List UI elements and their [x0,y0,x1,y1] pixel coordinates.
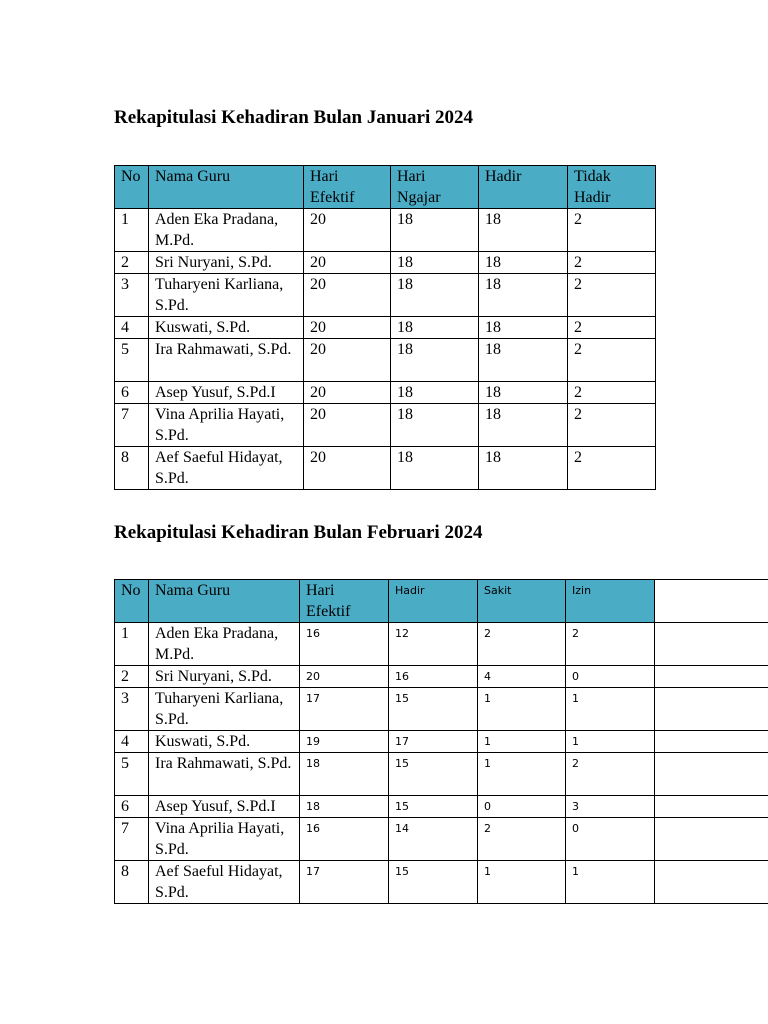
table-cell: Sri Nuryani, S.Pd. [149,252,304,274]
table-cell: 20 [304,317,391,339]
table-row [115,252,656,274]
header-cell: Hadir [479,166,568,209]
table-cell: 4 [478,666,566,688]
table-cell: 1 [478,753,566,796]
table-cell: 20 [304,447,391,490]
table-row [115,382,656,404]
table-cell: 8 [115,861,149,904]
table-row [115,861,768,904]
table-cell: Kuswati, S.Pd. [149,317,304,339]
table-cell: Aef Saeful Hidayat, S.Pd. [149,861,300,904]
header-cell: Tidak Hadir [568,166,656,209]
table-row [115,688,768,731]
table-cell: Tuharyeni Karliana, S.Pd. [149,274,304,317]
february-table-title: Rekapitulasi Kehadiran Bulan Februari 2024 [114,522,483,543]
table-cell: 2 [566,623,655,666]
table-cell: 18 [479,447,568,490]
table-cell: Asep Yusuf, S.Pd.I [149,382,304,404]
table-cell: Ira Rahmawati, S.Pd. [149,753,300,796]
header-cell: Hari Ngajar [391,166,479,209]
table-cell: Aden Eka Pradana, M.Pd. [149,623,300,666]
header-cell: No [115,580,149,623]
table-cell: 2 [478,623,566,666]
header-cell: Hari Efektif [300,580,389,623]
header-cell: Hari Efektif [304,166,391,209]
february-attendance-table [114,579,768,904]
header-cell-empty [655,580,768,623]
table-cell: 2 [568,404,656,447]
table-row [115,731,768,753]
header-cell: Nama Guru [149,580,300,623]
table-cell: 2 [568,317,656,339]
table-cell-empty [655,623,768,666]
table-cell: Aden Eka Pradana, M.Pd. [149,209,304,252]
table-cell: 1 [566,861,655,904]
table-row [115,404,656,447]
table-cell: 16 [389,666,478,688]
table-cell: 20 [300,666,389,688]
header-cell: Sakit [478,580,566,623]
table-cell: Vina Aprilia Hayati, S.Pd. [149,818,300,861]
table-cell: 0 [566,818,655,861]
table-cell: 1 [566,731,655,753]
table-cell: 16 [300,623,389,666]
table-cell: 4 [115,731,149,753]
table-cell: 2 [566,753,655,796]
table-cell: 1 [566,688,655,731]
table-row [115,317,656,339]
table-cell: 18 [391,274,479,317]
table-cell: Sri Nuryani, S.Pd. [149,666,300,688]
table-cell: 1 [478,731,566,753]
header-cell: Hadir [389,580,478,623]
header-cell: No [115,166,149,209]
table-cell: 6 [115,796,149,818]
table-cell: 18 [479,339,568,382]
table-cell: 18 [391,209,479,252]
table-cell: 3 [566,796,655,818]
table-cell: 17 [389,731,478,753]
table-cell: 14 [389,818,478,861]
january-attendance-table [114,165,656,490]
table-row [115,209,656,252]
table-cell: 4 [115,317,149,339]
table-cell: 2 [478,818,566,861]
table-row [115,796,768,818]
table-cell: Ira Rahmawati, S.Pd. [149,339,304,382]
table-header-row [115,580,768,623]
table-cell: 18 [391,404,479,447]
table-row [115,666,768,688]
table-cell: 8 [115,447,149,490]
table-cell: 18 [479,209,568,252]
table-cell: 2 [568,382,656,404]
table-row [115,339,656,382]
table-cell: 6 [115,382,149,404]
table-cell: 18 [479,382,568,404]
table-cell: 18 [479,404,568,447]
header-cell: Izin [566,580,655,623]
table-cell-empty [655,818,768,861]
table-cell: 20 [304,382,391,404]
table-cell: 15 [389,796,478,818]
table-cell: 18 [300,796,389,818]
table-cell: 12 [389,623,478,666]
table-header-row [115,166,656,209]
table-cell: 1 [115,209,149,252]
table-cell: 16 [300,818,389,861]
table-row [115,753,768,796]
january-table-title: Rekapitulasi Kehadiran Bulan Januari 2024 [114,107,473,128]
table-row [115,818,768,861]
table-cell: 2 [568,447,656,490]
table-cell-empty [655,861,768,904]
table-cell: 20 [304,404,391,447]
header-cell: Nama Guru [149,166,304,209]
table-cell: 5 [115,753,149,796]
table-cell: 18 [479,274,568,317]
table-cell: 20 [304,274,391,317]
table-cell: 17 [300,861,389,904]
table-cell: 18 [479,252,568,274]
table-cell: 18 [391,339,479,382]
table-cell: 18 [300,753,389,796]
table-cell: 19 [300,731,389,753]
table-cell: 20 [304,252,391,274]
table-row [115,623,768,666]
table-cell: 15 [389,861,478,904]
table-cell: 1 [478,688,566,731]
table-cell: Aef Saeful Hidayat, S.Pd. [149,447,304,490]
table-cell: 20 [304,209,391,252]
table-cell: 18 [391,447,479,490]
table-row [115,274,656,317]
table-cell: 7 [115,404,149,447]
table-cell: 20 [304,339,391,382]
table-cell: Kuswati, S.Pd. [149,731,300,753]
table-cell: 15 [389,688,478,731]
table-cell: 2 [115,666,149,688]
table-cell: Vina Aprilia Hayati, S.Pd. [149,404,304,447]
table-cell: 18 [479,317,568,339]
table-cell: Tuharyeni Karliana, S.Pd. [149,688,300,731]
table-row [115,447,656,490]
table-cell: 2 [115,252,149,274]
table-cell-empty [655,688,768,731]
table-cell: 1 [478,861,566,904]
table-cell: 2 [568,209,656,252]
table-cell: 3 [115,688,149,731]
table-cell: 1 [115,623,149,666]
table-cell: 5 [115,339,149,382]
table-cell: 0 [478,796,566,818]
table-cell: 18 [391,252,479,274]
table-cell: 7 [115,818,149,861]
table-cell: 18 [391,382,479,404]
table-cell: 0 [566,666,655,688]
table-cell: Asep Yusuf, S.Pd.I [149,796,300,818]
table-cell: 15 [389,753,478,796]
table-cell: 17 [300,688,389,731]
table-cell: 3 [115,274,149,317]
table-cell-empty [655,666,768,688]
table-cell-empty [655,753,768,796]
table-cell: 18 [391,317,479,339]
table-cell: 2 [568,252,656,274]
table-cell-empty [655,731,768,753]
table-cell: 2 [568,339,656,382]
table-cell: 2 [568,274,656,317]
table-cell-empty [655,796,768,818]
